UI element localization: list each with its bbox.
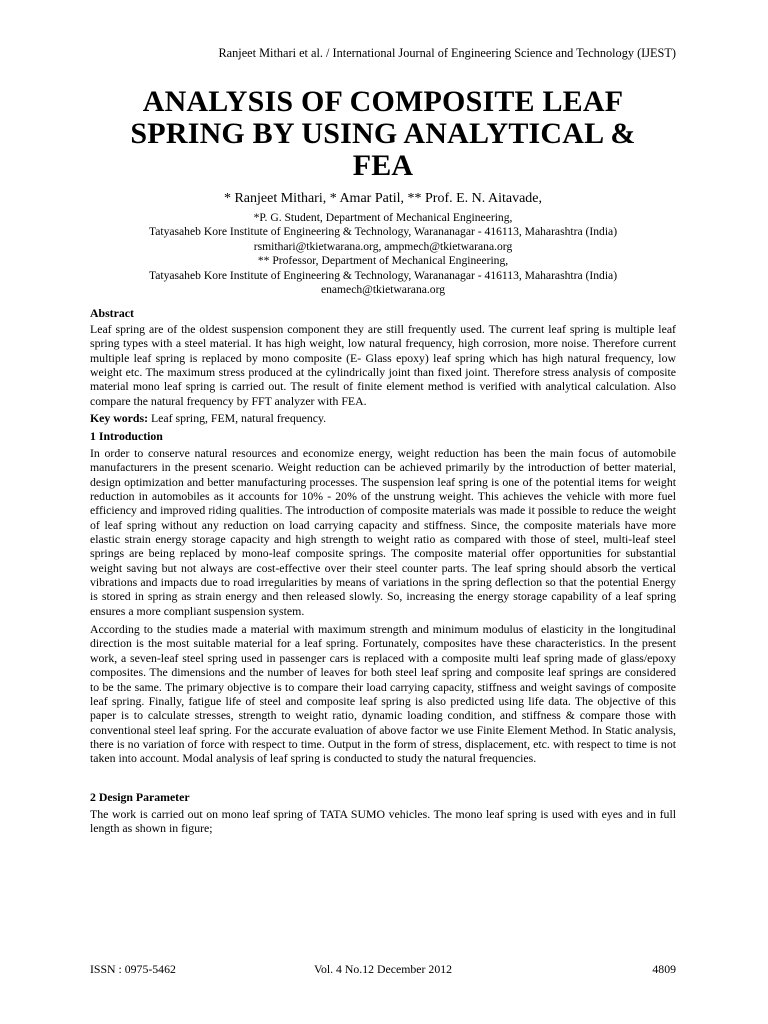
abstract-text: Leaf spring are of the oldest suspension component they are still frequently used. The current leaf spring is multiple leaf spring types with a steel material. It has high weight, low natural frequency, high corrosion, more noise. Therefore current multiple leaf spring is replaced by mono composite (E- Glass epoxy) leaf spring which has high natural frequency, low weight etc. The maximum stress produced at the cylindrically joint than fixed joint. Therefore stress analysis of composite material mono leaf spring is carried out. The result of finite element method is verified with analytical calculation. Also compare the natural frequency by FFT analyzer with FEA. [90,322,676,408]
footer-page-number: 4809 [652,962,676,976]
title-line-2: SPRING BY USING ANALYTICAL & [130,117,636,150]
abstract-section [90,306,676,425]
affiliation-line: Tatyasaheb Kore Institute of Engineering & Technology, Warananagar - 416113, Maharashtra (India) [148,225,618,239]
introduction-heading: 1 Introduction [90,429,163,443]
author-list: * Ranjeet Mithari, * Amar Patil, ** Prof. E. N. Aitavade, [223,191,543,206]
abstract-heading: Abstract [90,306,134,320]
affiliation-line: Tatyasaheb Kore Institute of Engineering & Technology, Warananagar - 416113, Maharashtra (India) [148,268,618,282]
affiliations [90,211,676,297]
introduction-paragraph-2: According to the studies made a material with maximum strength and minimum modulus of elasticity in the longitudinal direction is the most suitable material for a leaf spring. Fortunately, composites have these characteristics. In the present work, a seven-leaf steel spring used in passenger cars is replaced with a composite multi leaf spring made of glass/epoxy composites. The dimensions and the number of leaves for both steel leaf spring and composite leaf springs are considered to be the same. The primary objective is to compare their load carrying capacity, stiffness and weight savings of composite leaf spring. Finally, fatigue life of steel and composite leaf spring is also predicted using life data. The objective of this paper is to calculate stresses, strength to weight ratio, dynamic loading condition, and stiffness & compare those with conventional steel leaf spring. For the accurate evaluation of above factor we use Finite Element Method. In Static analysis, there is no variation of force with respect to time. Output in the form of stress, displacement, etc. with respect to time is not taken into account. Modal analysis of leaf spring is conducted to study the natural frequencies. [90,622,676,766]
title-line-3: FEA [352,149,414,182]
design-paragraph: The work is carried out on mono leaf spring of TATA SUMO vehicles. The mono leaf spring is used with eyes and in full length as shown in figure; [90,807,676,836]
affiliation-line: ** Professor, Department of Mechanical Engineering, [257,254,509,268]
keywords-text: Leaf spring, FEM, natural frequency. [148,411,327,426]
footer-volume: Vol. 4 No.12 December 2012 [313,962,453,976]
author-emails: enamech@tkietwarana.org [320,283,446,297]
design-heading: 2 Design Parameter [90,790,190,804]
introduction-section [90,429,676,766]
affiliation-line: *P. G. Student, Department of Mechanical Engineering, [253,211,513,224]
paper-title [90,86,676,182]
footer-issn: ISSN : 0975-5462 [90,962,176,976]
design-section [90,790,676,836]
running-head: Ranjeet Mithari et al. / International Journal of Engineering Science and Technology (IJEST) [218,46,676,60]
title-line-1: ANALYSIS OF COMPOSITE LEAF [142,85,624,118]
keywords-label: Key words: [90,411,148,426]
introduction-paragraph-1: In order to conserve natural resources and economize energy, weight reduction has been the main focus of automobile manufacturers in the present scenario. Weight reduction can be achieved primarily by the introduction of better material, design optimization and better manufacturing processes. The suspension leaf spring is one of the potential items for weight reduction in automobiles as it accounts for 10% - 20% of the unstrung weight. This achieves the vehicle with more fuel efficiency and improved riding qualities. The introduction of composite materials was made it possible to reduce the weight of leaf spring without any reduction on load carrying capacity and stiffness. Since, the composite materials have more elastic strain energy storage capacity and high strength to weight ratio as compared with those of steel, multi-leaf steel springs are being replaced by mono-leaf composite springs. The composite material offer opportunities for substantial weight saving but not always are cost-effective over their steel counter parts. The leaf spring should absorb the vertical vibrations and impacts due to road irregularities by means of variations in the spring deflection so that the potential Energy is stored in spring as strain energy and then released slowly. So, increasing the energy storage capability of a leaf spring ensures a more compliant suspension system. [90,446,676,618]
author-emails: rsmithari@tkietwarana.org, ampmech@tkietwarana.org [253,239,513,253]
keywords-line [90,411,676,425]
